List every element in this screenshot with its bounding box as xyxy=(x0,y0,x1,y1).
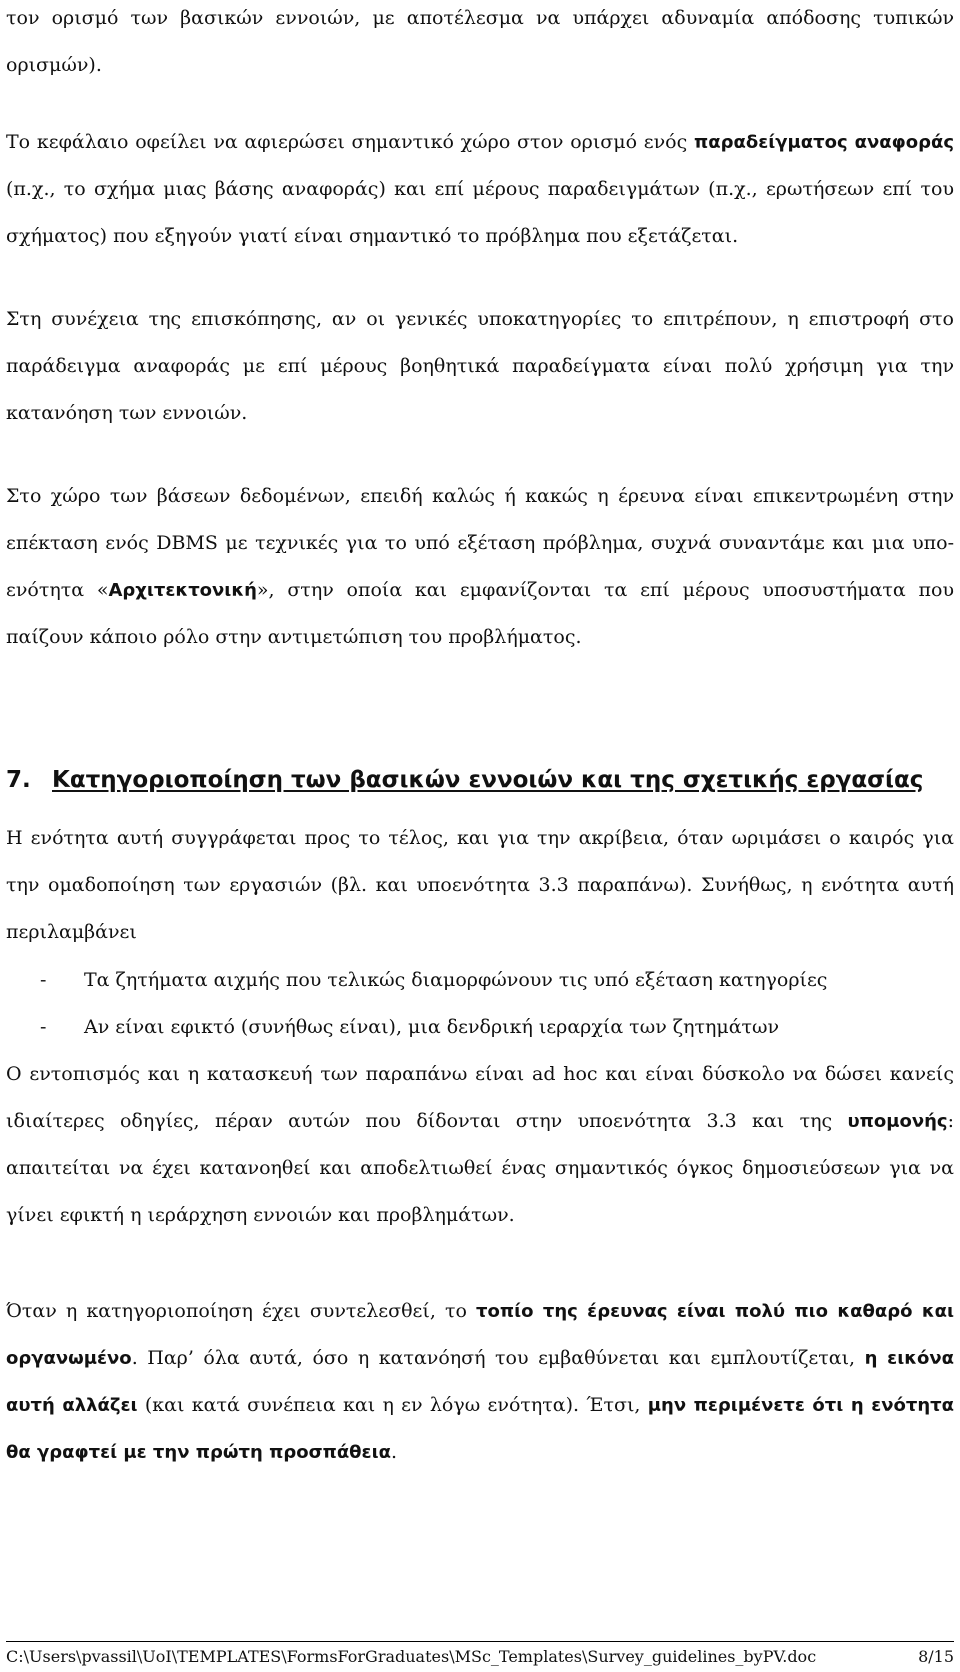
section-heading xyxy=(6,755,954,805)
paragraph-architecture xyxy=(6,473,954,661)
paragraph-text: . xyxy=(390,1441,397,1463)
paragraph-text: τον ορισμό των βασικών εννοιών, με αποτέλεσμα να υπάρχει αδυναμία απόδοσης τυπικών ορισμών). xyxy=(6,7,954,76)
paragraph-section-intro xyxy=(6,815,954,956)
footer-file-path: C:\Users\pvassil\UoI\TEMPLATES\FormsForGraduates\MSc_Templates\Survey_guidelines_byPV.doc xyxy=(6,1647,817,1666)
paragraph-text: Στη συνέχεια της επισκόπησης, αν οι γενικές υποκατηγορίες το επιτρέπουν, η επιστροφή στο παράδειγμα αναφοράς με επί μέρους βοηθητικά παραδείγματα είναι πολύ χρήσιμη για την κατανόηση των εννοιών. xyxy=(6,308,954,424)
list-item-text: Αν είναι εφικτό (συνήθως είναι), μια δενδρική ιεραρχία των ζητημάτων xyxy=(84,1016,780,1038)
page-footer xyxy=(6,1645,954,1669)
paragraph-text: Ο εντοπισμός και η κατασκευή των παραπάνω είναι ad hoc και είναι δύσκολο να δώσει κανείς ιδιαίτερες οδηγίες, πέραν αυτών που δίδονται στην υποενότητα 3.3 και της xyxy=(6,1063,954,1132)
paragraph-text: Όταν η κατηγοριοποίηση έχει συντελεσθεί, το xyxy=(6,1300,477,1322)
paragraph-categorization-done xyxy=(6,1288,954,1476)
list-dash: - xyxy=(40,969,47,991)
footer-divider xyxy=(6,1641,954,1642)
paragraph-text: (π.χ., το σχήμα μιας βάσης αναφοράς) και επί μέρους παραδειγμάτων (π.χ., ερωτήσεων επί του σχήματος) που εξηγούν γιατί είναι σημαντικό το πρόβλημα που εξετάζεται. xyxy=(6,178,954,247)
emphasis-text: τοπίο της έρευνας είναι πολύ πιο καθαρό και οργανωμένο xyxy=(6,1301,954,1369)
paragraph-text: (και κατά συνέπεια και η εν λόγω ενότητα). Έτσι, xyxy=(137,1394,648,1416)
section-number: 7. xyxy=(6,767,31,793)
paragraph-text: Το κεφάλαιο οφείλει να αφιερώσει σημαντικό χώρο στον ορισμό ενός xyxy=(6,131,695,153)
emphasis-text: η εικόνα αυτή αλλάζει xyxy=(6,1348,954,1416)
paragraph-text: : απαιτείται να έχει κατανοηθεί και αποδελτιωθεί ένας σημαντικός όγκος δημοσιεύσεων για να γίνει εφικτή η ιεράρχηση εννοιών και προβλημάτων. xyxy=(6,1110,954,1226)
paragraph-survey-continuation xyxy=(6,296,954,437)
paragraph-reference-example xyxy=(6,119,954,260)
paragraph-ad-hoc xyxy=(6,1051,954,1239)
paragraph-definitions-tail xyxy=(6,0,954,89)
section-title: Κατηγοριοποίηση των βασικών εννοιών και της σχετικής εργασίας xyxy=(52,767,924,793)
emphasis-text: παραδείγματος αναφοράς xyxy=(694,132,954,153)
footer-page-number: 8/15 xyxy=(918,1647,954,1666)
paragraph-text: Στο χώρο των βάσεων δεδομένων, επειδή καλώς ή κακώς η έρευνα είναι επικεντρωμένη στην επέκταση ενός DBMS με τεχνικές για το υπό εξέταση πρόβλημα, συχνά συναντάμε και μια υπο-ενότητα « xyxy=(6,485,954,601)
emphasis-text: μην περιμένετε ότι η ενότητα θα γραφτεί με την πρώτη προσπάθεια xyxy=(6,1395,955,1463)
paragraph-text: Η ενότητα αυτή συγγράφεται προς το τέλος, και για την ακρίβεια, όταν ωριμάσει ο καιρός για την ομαδοποίηση των εργασιών (βλ. και υποενότητα 3.3 παραπάνω). Συνήθως, η ενότητα αυτή περιλαμβάνει xyxy=(6,827,954,943)
emphasis-text: υπομονής xyxy=(847,1111,948,1132)
list-item xyxy=(40,957,940,1004)
paragraph-text: . Παρ’ όλα αυτά, όσο η κατανόησή του εμβαθύνεται και εμπλουτίζεται, xyxy=(131,1347,865,1369)
emphasis-text: Αρχιτεκτονική xyxy=(108,580,257,601)
list-item xyxy=(40,1004,940,1051)
paragraph-text: », στην οποία και εμφανίζονται τα επί μέρους υποσυστήματα που παίζουν κάποιο ρόλο στην αντιμετώπιση του προβλήματος. xyxy=(6,579,954,648)
list-item-text: Τα ζητήματα αιχμής που τελικώς διαμορφώνουν τις υπό εξέταση κατηγορίες xyxy=(84,969,828,991)
list-dash: - xyxy=(40,1016,47,1038)
